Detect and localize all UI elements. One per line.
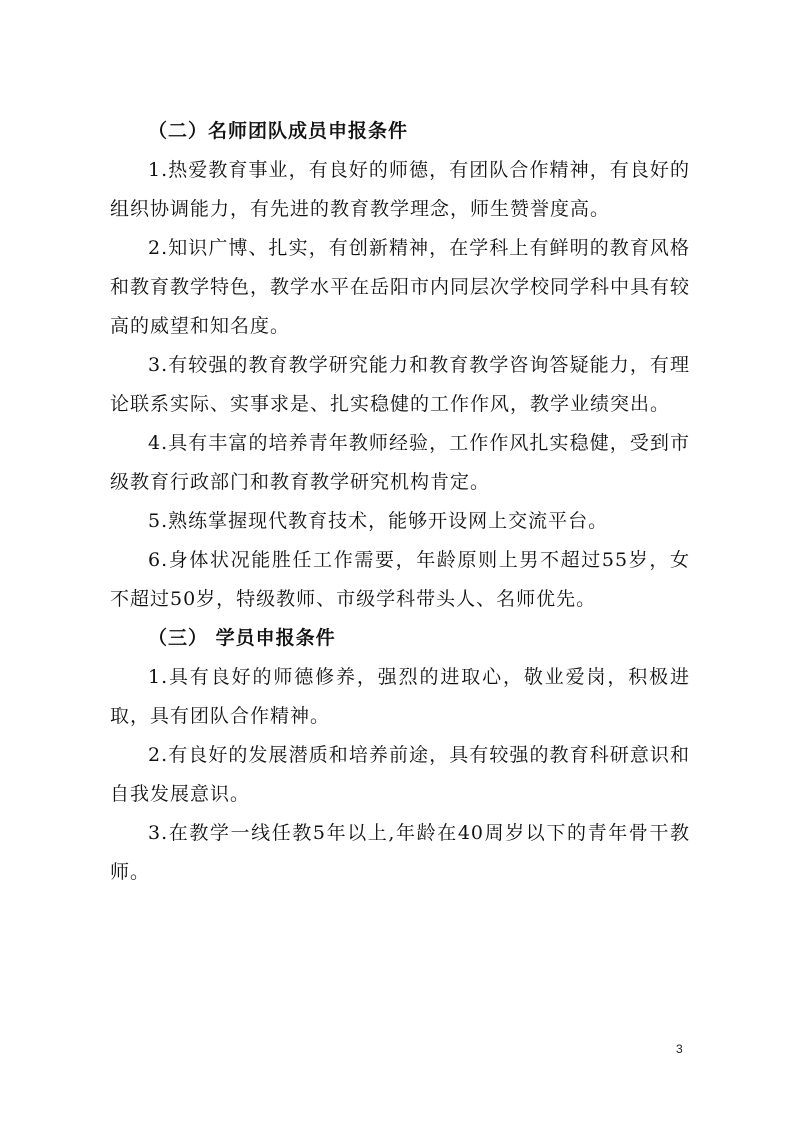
document-body [110, 112, 690, 892]
section-student-conditions [110, 619, 690, 892]
page-number: 3 [676, 1042, 683, 1056]
condition-paragraph: 2.有良好的发展潜质和培养前途，具有较强的教育科研意识和自我发展意识。 [110, 744, 690, 805]
section-heading: （二）名师团队成员申报条件 [148, 120, 409, 142]
condition-paragraph: 3.在教学一线任教5年以上,年龄在40周岁以下的青年骨干教师。 [110, 822, 690, 883]
section-team-member-conditions [110, 112, 690, 619]
condition-paragraph: 6.身体状况能胜任工作需要，年龄原则上男不超过55岁，女不超过50岁，特级教师、市级学科带头人、名师优先。 [110, 549, 690, 610]
condition-paragraph: 5.熟练掌握现代教育技术，能够开设网上交流平台。 [148, 510, 609, 532]
condition-paragraph: 3.有较强的教育教学研究能力和教育教学咨询答疑能力，有理论联系实际、实事求是、扎实稳健的工作作风，教学业绩突出。 [110, 354, 690, 415]
condition-paragraph: 1.具有良好的师德修养，强烈的进取心，敬业爱岗，积极进取，具有团队合作精神。 [110, 666, 690, 727]
condition-paragraph: 2.知识广博、扎实，有创新精神，在学科上有鲜明的教育风格和教育教学特色，教学水平在岳阳市内同层次学校同学科中具有较高的威望和知名度。 [110, 237, 691, 337]
condition-paragraph: 1.热爱教育事业，有良好的师德，有团队合作精神，有良好的组织协调能力，有先进的教育教学理念，师生赞誉度高。 [110, 159, 690, 220]
condition-paragraph: 4.具有丰富的培养青年教师经验，工作作风扎实稳健，受到市级教育行政部门和教育教学研究机构肯定。 [110, 432, 690, 493]
section-heading: （三） 学员申报条件 [148, 627, 336, 649]
